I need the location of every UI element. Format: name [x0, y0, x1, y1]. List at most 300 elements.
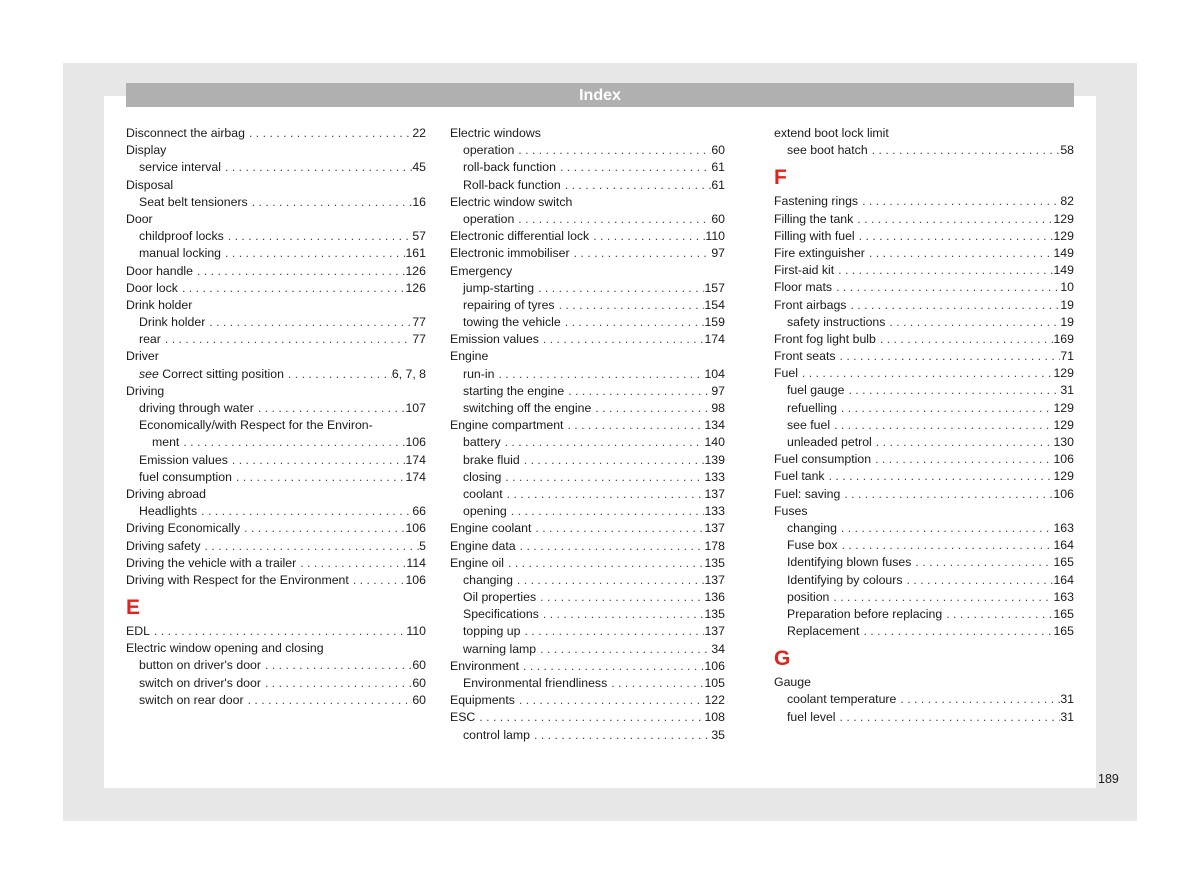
leader-dots	[240, 520, 405, 537]
index-entry	[126, 572, 426, 589]
leader-dots	[589, 228, 705, 245]
entry-term: unleaded petrol	[787, 435, 872, 449]
entry-page: 129	[1053, 469, 1074, 484]
index-entry	[774, 382, 1074, 399]
leader-dots	[536, 641, 711, 658]
entry-page: 107	[405, 401, 426, 415]
entry-term-text: Correct sitting position	[162, 366, 284, 381]
entry-page: 6, 7, 8	[391, 366, 426, 381]
leader-dots	[555, 297, 705, 314]
index-heading	[450, 348, 725, 365]
index-entry	[774, 691, 1074, 708]
entry-term: Gauge	[774, 675, 811, 690]
index-entry	[450, 383, 725, 400]
index-entry	[450, 314, 725, 331]
entry-page: 31	[1060, 383, 1074, 398]
index-entry	[126, 280, 426, 297]
entry-page: 135	[704, 607, 725, 622]
index-entry	[450, 727, 725, 744]
index-entry	[774, 279, 1074, 296]
entry-page: 19	[1060, 314, 1074, 329]
entry-term: operation	[463, 143, 515, 158]
leader-dots	[836, 709, 1061, 726]
index-entry	[450, 692, 725, 709]
index-entry	[450, 331, 725, 348]
index-heading	[450, 125, 725, 142]
index-entry	[774, 193, 1074, 210]
leader-dots	[197, 503, 412, 520]
leader-dots	[872, 434, 1054, 451]
entry-page: 129	[1053, 228, 1074, 243]
index-entry	[774, 331, 1074, 348]
index-entry	[774, 709, 1074, 726]
leader-dots	[837, 520, 1054, 537]
leader-dots	[539, 331, 705, 348]
entry-term: Door handle	[126, 263, 193, 278]
entry-term: Roll-back function	[463, 177, 561, 192]
entry-term: closing	[463, 469, 502, 484]
entry-term: Oil properties	[463, 590, 537, 605]
index-entry	[774, 486, 1074, 503]
see-reference: see	[139, 366, 159, 381]
index-entry	[126, 366, 426, 383]
entry-page: 106	[704, 658, 725, 673]
leader-dots	[859, 623, 1053, 640]
leader-dots	[261, 657, 412, 674]
entry-page: 137	[704, 624, 725, 639]
entry-term: childproof locks	[139, 229, 224, 244]
index-entry	[774, 228, 1074, 245]
entry-page: 129	[1053, 400, 1074, 415]
index-entry	[774, 606, 1074, 623]
entry-term: Drink holder	[126, 297, 193, 312]
leader-dots	[534, 280, 704, 297]
index-entry	[450, 606, 725, 623]
entry-page: 108	[704, 710, 725, 725]
leader-dots	[844, 382, 1060, 399]
leader-dots	[564, 383, 711, 400]
entry-term: battery	[463, 435, 501, 450]
index-entry	[126, 555, 426, 572]
leader-dots	[503, 486, 705, 503]
index-entry	[774, 400, 1074, 417]
index-entry	[774, 211, 1074, 228]
entry-term: Disposal	[126, 177, 174, 192]
entry-page: 61	[711, 177, 725, 192]
index-heading	[126, 383, 426, 400]
entry-term: Emergency	[450, 263, 513, 278]
entry-page: 97	[711, 246, 725, 261]
entry-term: switching off the engine	[463, 401, 592, 415]
index-entry	[126, 331, 426, 348]
index-entry	[450, 623, 725, 640]
index-entry	[774, 623, 1074, 640]
leader-dots	[150, 623, 406, 640]
entry-page: 106	[1053, 486, 1074, 501]
leader-dots	[494, 366, 704, 383]
entry-page: 163	[1053, 520, 1074, 535]
entry-term: Display	[126, 143, 167, 158]
entry-term: Driver	[126, 349, 159, 364]
entry-page: 106	[405, 521, 426, 536]
entry-page: 164	[1053, 538, 1074, 553]
index-entry	[774, 262, 1074, 279]
leader-dots	[561, 314, 705, 331]
entry-page: 137	[704, 486, 725, 501]
entry-term: Driving the vehicle with a trailer	[126, 555, 297, 570]
entry-page: 106	[405, 435, 426, 450]
entry-term: towing the vehicle	[463, 315, 561, 330]
entry-term: Fuses	[774, 503, 808, 518]
index-entry	[774, 572, 1074, 589]
leader-dots	[942, 606, 1053, 623]
index-column-1	[126, 125, 426, 709]
entry-page: 126	[405, 263, 426, 278]
index-entry	[450, 142, 725, 159]
index-entry	[126, 538, 426, 555]
entry-page: 133	[704, 469, 725, 484]
index-entry	[126, 159, 426, 176]
entry-term: Identifying blown fuses	[787, 555, 912, 570]
index-entry	[774, 537, 1074, 554]
leader-dots	[516, 538, 705, 555]
entry-page: 129	[1053, 211, 1074, 226]
leader-dots	[561, 177, 712, 194]
leader-dots	[865, 245, 1054, 262]
entry-page: 139	[704, 452, 725, 467]
index-heading	[126, 297, 426, 314]
leader-dots	[530, 727, 711, 744]
leader-dots	[570, 245, 712, 262]
leader-dots	[520, 452, 705, 469]
entry-page: 129	[1053, 366, 1074, 381]
index-entry	[126, 520, 426, 537]
page-frame-left	[63, 63, 104, 821]
entry-page: 110	[406, 624, 426, 639]
index-entry	[126, 675, 426, 692]
leader-dots	[871, 451, 1053, 468]
entry-term: fuel consumption	[139, 469, 232, 484]
entry-term: ESC	[450, 710, 476, 725]
entry-page: 174	[704, 332, 725, 347]
entry-term: coolant	[463, 486, 503, 501]
entry-page: 154	[704, 297, 725, 312]
entry-term: Environmental friendliness	[463, 676, 608, 690]
leader-dots	[284, 366, 392, 383]
entry-page: 66	[412, 504, 426, 519]
entry-term: refuelling	[787, 400, 837, 415]
leader-dots	[903, 572, 1054, 589]
leader-dots	[475, 709, 704, 726]
entry-page: 165	[1053, 606, 1074, 621]
index-entry	[450, 400, 725, 417]
entry-term: Engine coolant	[450, 521, 532, 536]
leader-dots	[885, 314, 1060, 331]
leader-dots	[855, 228, 1054, 245]
index-entry	[450, 228, 725, 245]
leader-dots	[224, 228, 413, 245]
index-entry	[450, 245, 725, 262]
entry-term: changing	[787, 520, 837, 535]
leader-dots	[830, 417, 1053, 434]
entry-term: Emission values	[450, 332, 539, 347]
entry-term: Fuse box	[787, 538, 838, 553]
index-column-3	[774, 125, 1074, 726]
index-entry	[774, 314, 1074, 331]
index-entry	[450, 538, 725, 555]
entry-page: 137	[704, 521, 725, 536]
index-entry	[126, 125, 426, 142]
entry-page: 140	[704, 435, 725, 450]
index-entry	[774, 348, 1074, 365]
entry-term: Front seats	[774, 349, 836, 364]
entry-term: Fastening rings	[774, 194, 859, 209]
entry-term: Front airbags	[774, 297, 847, 312]
entry-term	[139, 366, 284, 383]
entry-page: 45	[412, 160, 426, 175]
entry-term: switch on rear door	[139, 692, 244, 707]
leader-dots	[261, 675, 412, 692]
leader-dots	[244, 692, 413, 709]
entry-page: 133	[704, 504, 725, 519]
leader-dots	[798, 365, 1054, 382]
index-entry	[774, 554, 1074, 571]
entry-page: 104	[704, 366, 725, 381]
index-entry	[126, 469, 426, 486]
index-heading	[126, 640, 426, 657]
entry-page: 98	[711, 401, 725, 415]
index-heading	[126, 177, 426, 194]
entry-page: 122	[704, 693, 725, 708]
entry-term: Specifications	[463, 607, 539, 622]
entry-term: service interval	[139, 160, 222, 175]
leader-dots	[228, 452, 406, 469]
entry-page: 110	[705, 229, 725, 244]
entry-page: 174	[405, 452, 426, 467]
entry-term: rear	[139, 332, 161, 347]
entry-term: warning lamp	[463, 641, 537, 656]
section-letter: E	[126, 596, 141, 620]
entry-page: 16	[412, 194, 426, 209]
index-entry	[450, 280, 725, 297]
entry-page: 163	[1053, 589, 1074, 604]
index-heading	[774, 125, 1074, 142]
entry-term: brake fluid	[463, 452, 520, 467]
entry-term: changing	[463, 572, 513, 587]
leader-dots	[556, 159, 711, 176]
index-heading	[126, 348, 426, 365]
entry-page: 31	[1060, 709, 1074, 724]
leader-dots	[607, 675, 704, 692]
entry-page: 10	[1060, 280, 1074, 295]
leader-dots	[829, 589, 1053, 606]
index-entry	[450, 658, 725, 675]
index-entry	[126, 263, 426, 280]
leader-dots	[876, 331, 1054, 348]
leader-dots	[837, 400, 1054, 417]
leader-dots	[254, 400, 406, 417]
index-entry	[126, 245, 426, 262]
index-entry	[774, 417, 1074, 434]
entry-term: coolant temperature	[787, 692, 897, 707]
leader-dots	[501, 434, 705, 451]
entry-page: 106	[405, 572, 426, 587]
index-heading	[450, 263, 725, 280]
entry-page: 164	[1053, 572, 1074, 587]
entry-term: Engine oil	[450, 555, 505, 570]
entry-term: Emission values	[139, 452, 228, 467]
leader-dots	[193, 263, 405, 280]
entry-term: Driving with Respect for the Environment	[126, 572, 349, 587]
entry-page: 159	[704, 315, 725, 330]
entry-term: Drink holder	[139, 315, 206, 330]
leader-dots	[514, 211, 711, 228]
index-heading	[126, 486, 426, 503]
entry-page: 165	[1053, 624, 1074, 639]
entry-term: Driving Economically	[126, 521, 241, 536]
leader-dots	[515, 692, 705, 709]
entry-page: 174	[405, 469, 426, 484]
leader-dots	[536, 589, 704, 606]
entry-term: Door	[126, 211, 153, 226]
leader-dots	[178, 280, 406, 297]
leader-dots	[539, 606, 705, 623]
entry-term: First-aid kit	[774, 263, 835, 278]
index-heading	[126, 417, 426, 434]
entry-term: fuel level	[787, 709, 836, 724]
entry-term: Electronic immobiliser	[450, 246, 570, 261]
entry-term: Fuel: saving	[774, 486, 841, 501]
entry-term: ment	[152, 435, 180, 450]
leader-dots	[507, 503, 705, 520]
leader-dots	[504, 555, 704, 572]
leader-dots	[514, 142, 711, 159]
entry-term: repairing of tyres	[463, 297, 555, 312]
index-entry	[450, 709, 725, 726]
index-heading	[774, 674, 1074, 691]
entry-page: 157	[704, 280, 725, 295]
leader-dots	[896, 691, 1060, 708]
entry-term: Electric window opening and closing	[126, 641, 324, 656]
leader-dots	[846, 297, 1060, 314]
entry-term: Filling the tank	[774, 211, 854, 226]
entry-term: Floor mats	[774, 280, 833, 295]
entry-page: 60	[711, 143, 725, 158]
leader-dots	[838, 537, 1054, 554]
entry-term: run-in	[463, 366, 495, 381]
entry-term: position	[787, 589, 830, 604]
leader-dots	[591, 400, 711, 417]
entry-page: 134	[704, 418, 725, 433]
leader-dots	[868, 142, 1061, 159]
leader-dots	[519, 658, 704, 675]
entry-page: 71	[1060, 349, 1074, 364]
index-heading	[126, 142, 426, 159]
index-entry	[774, 365, 1074, 382]
index-entry	[126, 623, 426, 640]
index-entry	[450, 434, 725, 451]
entry-term: Engine	[450, 349, 489, 364]
entry-page: 137	[704, 572, 725, 587]
index-entry	[126, 503, 426, 520]
leader-dots	[248, 194, 413, 211]
entry-term: Preparation before replacing	[787, 606, 943, 621]
entry-term: Fuel consumption	[774, 452, 872, 467]
entry-page: 136	[704, 590, 725, 605]
entry-term: switch on driver's door	[139, 675, 261, 690]
leader-dots	[232, 469, 406, 486]
entry-term: Driving safety	[126, 538, 201, 553]
index-entry	[774, 468, 1074, 485]
entry-term: Electric window switch	[450, 194, 573, 209]
entry-page: 169	[1053, 331, 1074, 346]
entry-page: 161	[405, 246, 426, 261]
entry-page: 60	[711, 211, 725, 226]
index-entry	[450, 297, 725, 314]
entry-term: safety instructions	[787, 314, 886, 329]
entry-term: manual locking	[139, 246, 222, 261]
leader-dots	[221, 245, 405, 262]
leader-dots	[245, 125, 412, 142]
entry-page: 35	[711, 727, 725, 742]
entry-term: Engine compartment	[450, 418, 564, 433]
entry-term: see boot hatch	[787, 143, 868, 158]
leader-dots	[853, 211, 1053, 228]
index-entry	[450, 675, 725, 692]
index-entry	[126, 692, 426, 709]
entry-page: 58	[1060, 143, 1074, 158]
index-entry	[126, 452, 426, 469]
entry-page: 61	[711, 160, 725, 175]
entry-term: roll-back function	[463, 160, 556, 175]
leader-dots	[221, 159, 412, 176]
entry-page: 114	[406, 555, 426, 570]
leader-dots	[513, 572, 705, 589]
entry-term: Door lock	[126, 280, 178, 295]
leader-dots	[832, 279, 1060, 296]
leader-dots	[501, 469, 704, 486]
index-entry	[450, 572, 725, 589]
index-entry	[774, 520, 1074, 537]
index-entry	[450, 469, 725, 486]
index-heading	[450, 194, 725, 211]
page-frame-bottom	[63, 788, 1137, 821]
index-entry	[450, 452, 725, 469]
entry-page: 77	[412, 332, 426, 347]
entry-term: starting the engine	[463, 383, 565, 398]
entry-term: control lamp	[463, 727, 530, 742]
index-entry	[450, 211, 725, 228]
entry-page: 130	[1053, 435, 1074, 449]
entry-page: 106	[1053, 452, 1074, 467]
index-entry	[126, 314, 426, 331]
index-entry	[126, 434, 426, 451]
leader-dots	[349, 572, 406, 589]
index-heading	[126, 211, 426, 228]
entry-page: 31	[1060, 692, 1074, 707]
index-entry	[450, 417, 725, 434]
index-entry	[450, 503, 725, 520]
entry-page: 5	[419, 538, 426, 553]
section-letter: F	[774, 166, 787, 190]
index-heading	[774, 503, 1074, 520]
entry-page: 60	[412, 675, 426, 690]
index-entry	[774, 142, 1074, 159]
entry-page: 178	[704, 538, 725, 553]
index-entry	[450, 366, 725, 383]
entry-page: 165	[1053, 555, 1074, 570]
index-entry	[774, 589, 1074, 606]
